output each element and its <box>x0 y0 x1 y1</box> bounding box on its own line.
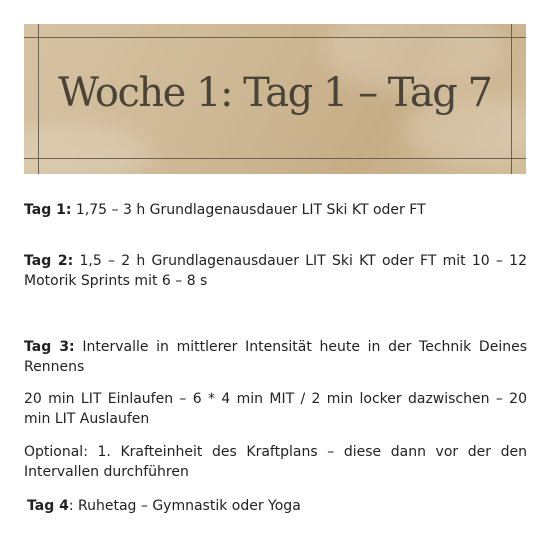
day-3-optional: Optional: 1. Krafteinheit des Kraftplans – diese dann vor der den Intervallen durchführen <box>24 444 527 480</box>
frame-line-right <box>511 24 512 174</box>
day-3-entry <box>24 337 527 377</box>
frame-line-top <box>24 37 526 38</box>
day-label: Tag 4 <box>27 498 69 514</box>
day-4-entry <box>27 496 530 516</box>
frame-line-bottom <box>24 158 526 159</box>
day-1-entry <box>24 200 527 220</box>
frame-line-left <box>38 24 39 174</box>
day-label: Tag 3: <box>24 339 75 355</box>
day-text: 1,5 – 2 h Grundlagenausdauer LIT Ski KT oder FT mit 10 – 12 Motorik Sprints mit 6 – 8 s <box>24 253 527 289</box>
day-label: Tag 1: <box>24 202 72 218</box>
day-2-entry <box>24 251 527 291</box>
banner-title: Woche 1: Tag 1 – Tag 7 <box>58 70 492 116</box>
leaf-shadow-decoration <box>24 124 154 174</box>
day-text: Intervalle in mittlerer Intensität heute in der Technik Deines Rennens <box>24 339 528 375</box>
day-3-workout: 20 min LIT Einlaufen – 6 * 4 min MIT / 2 min locker dazwischen – 20 min LIT Auslaufen <box>24 391 527 427</box>
header-banner <box>24 24 526 174</box>
day-text: : Ruhetag – Gymnastik oder Yoga <box>68 498 301 514</box>
day-label: Tag 2: <box>24 253 74 269</box>
day-text: 1,75 – 3 h Grundlagenausdauer LIT Ski KT oder FT <box>71 202 426 218</box>
